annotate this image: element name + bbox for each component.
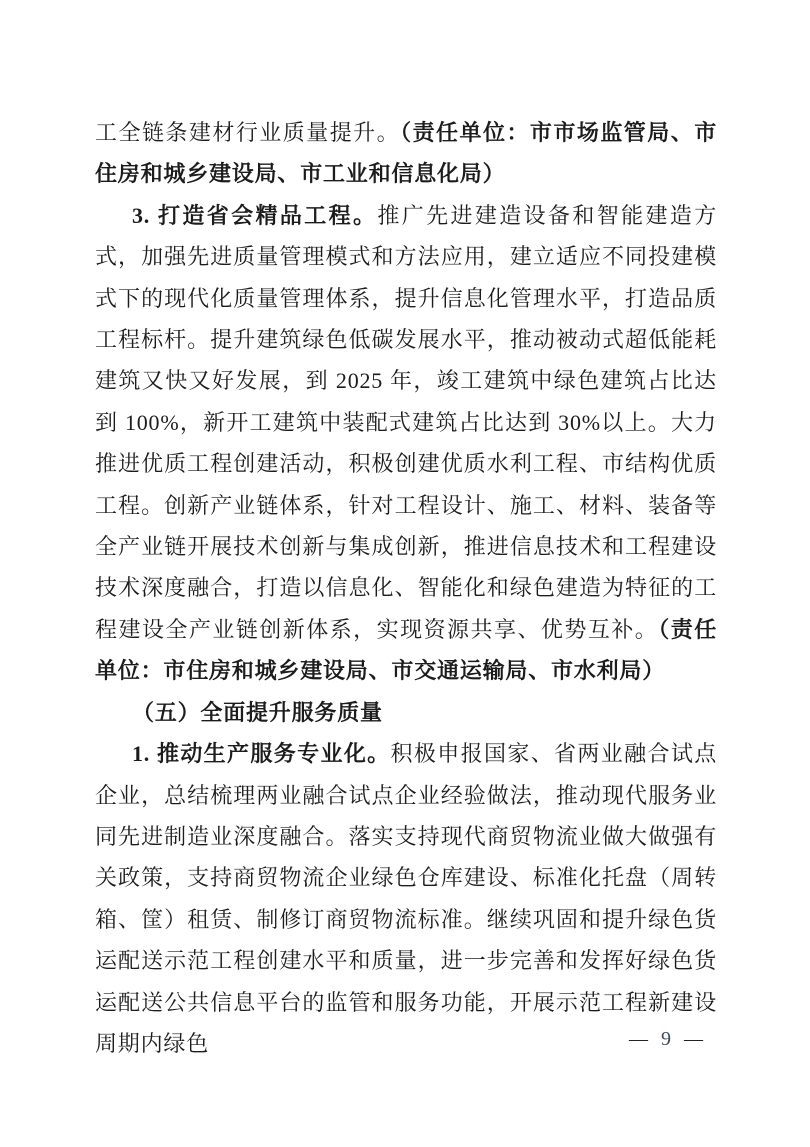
text-run: （责任单位：市住房和城乡建设局、市交通运输局、市水利局） bbox=[95, 616, 718, 684]
document-body bbox=[95, 112, 717, 1064]
para-heading-section-5 bbox=[95, 692, 717, 733]
para-item-3 bbox=[95, 195, 717, 692]
text-run: 3. 打造省会精品工程。 bbox=[132, 202, 378, 228]
text-run: 1. 推动生产服务专业化。 bbox=[132, 741, 391, 767]
text-run: 推广先进建造设备和智能建造方式，加强先进质量管理模式和方法应用，建立适应不同投建模式下的现代化质量管理体系，提升信息化管理水平，打造品质工程标杆。提升建筑绿色低碳发展水平，推动被动式超低能耗建筑又快又好发展，到 2025 年，竣工建筑中绿色建筑占比达到 100%，新开工建筑中装配式建筑占比达到 30%以上。大力推进优质工程创建活动，积极创建优质水利工程、市结构优质工程。创新产业链体系，针对工程设计、施工、材料、装备等全产业链开展技术创新与集成创新，推进信息技术和工程建设技术深度融合，打造以信息化、智能化和绿色建造为特征的工程建设全产业链创新体系，实现资源共享、优势互补。 bbox=[95, 202, 717, 642]
para-continuation bbox=[95, 112, 717, 195]
para-item-1 bbox=[95, 733, 717, 1064]
footer-dash-right: — bbox=[684, 1028, 703, 1050]
text-run: （责任单位：市市场监管局、市住房和城乡建设局、市工业和信息化局） bbox=[95, 120, 718, 187]
page-footer bbox=[629, 1028, 703, 1051]
text-run: （五）全面提升服务质量 bbox=[132, 699, 383, 725]
page-number: 9 bbox=[661, 1028, 671, 1050]
footer-dash-left: — bbox=[629, 1028, 648, 1050]
text-run: 积极申报国家、省两业融合试点企业，总结梳理两业融合试点企业经验做法，推动现代服务业同先进制造业深度融合。落实支持现代商贸物流业做大做强有关政策，支持商贸物流企业绿色仓库建设、标准化托盘（周转箱、筐）租赁、制修订商贸物流标准。继续巩固和提升绿色货运配送示范工程创建水平和质量，进一步完善和发挥好绿色货运配送公共信息平台的监管和服务功能，开展示范工程新建设周期内绿色 bbox=[95, 741, 718, 1056]
text-run: 工全链条建材行业质量提升。 bbox=[95, 120, 401, 145]
